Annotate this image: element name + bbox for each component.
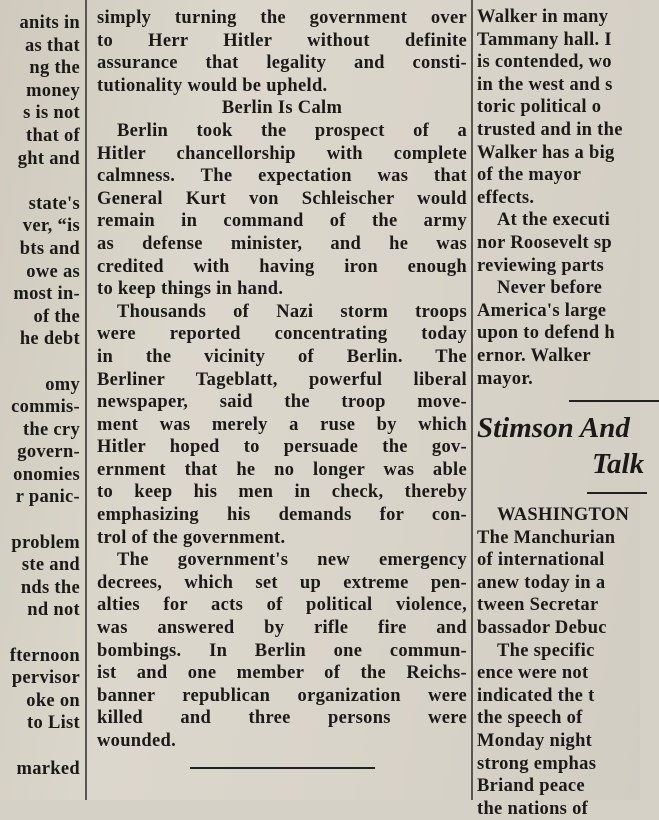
text-line: in the vicinity of Berlin. The	[97, 346, 467, 367]
text-line: At the executi	[497, 210, 611, 231]
text-line	[0, 735, 80, 758]
text-line: General Kurt von Schleischer would	[97, 188, 467, 209]
text-line: to List	[27, 713, 80, 734]
text-line: ist and one member of the Reichs-	[97, 663, 467, 684]
text-line	[0, 351, 80, 374]
text-line: marked	[16, 758, 80, 779]
text-line: The specific	[497, 640, 595, 661]
text-line: the speech of	[477, 708, 583, 729]
text-line: ment was merely a ruse by which	[97, 414, 467, 435]
text-line: oke on	[26, 690, 80, 711]
text-line: reviewing parts	[477, 255, 604, 276]
text-line: most in-	[13, 284, 80, 305]
text-line: bassador Debuc	[477, 618, 607, 639]
text-line: ght and	[17, 148, 80, 169]
text-line: pervisor	[11, 668, 80, 689]
text-line: was answered by rifle fire and	[97, 618, 467, 639]
column-rule-left	[85, 0, 87, 800]
text-line: The government's new emergency	[117, 550, 467, 571]
text-line: s is not	[23, 103, 80, 124]
text-line: alties for acts of political violence,	[97, 595, 467, 616]
text-line: in the west and s	[477, 74, 613, 95]
text-line	[0, 622, 80, 645]
text-line: Berliner Tageblatt, powerful liberal	[97, 369, 467, 390]
text-line: ernor. Walker	[477, 345, 591, 366]
text-line: tween Secretar	[477, 595, 599, 616]
text-line: Walker has a big	[477, 142, 615, 163]
headline-line: Stimson And	[477, 412, 630, 445]
divider-rule	[190, 767, 375, 769]
text-line: of the	[33, 306, 80, 327]
text-line: strong emphas	[477, 753, 597, 774]
text-line: that of	[26, 125, 80, 146]
text-line	[0, 170, 80, 193]
column-rule-right	[471, 0, 473, 800]
text-line: ste and	[21, 555, 80, 576]
text-line: as that	[24, 35, 80, 56]
text-line: commis-	[11, 397, 80, 418]
text-line: to Herr Hitler without definite	[97, 30, 467, 51]
text-line: of the mayor	[477, 165, 582, 186]
text-line: were reported concentrating today	[97, 324, 467, 345]
text-line: WASHINGTON	[497, 505, 630, 526]
text-line: he debt	[19, 329, 80, 350]
middle-column	[97, 0, 467, 807]
text-line: Walker in many	[477, 7, 609, 27]
text-line: ence were not	[477, 663, 589, 684]
text-line: indicated the t	[477, 685, 595, 706]
text-line: to keep things in hand.	[97, 279, 284, 300]
text-line: owe as	[26, 261, 80, 282]
text-line: the nations of	[477, 798, 589, 819]
text-line: Never before	[497, 278, 603, 299]
text-line: trol of the government.	[97, 527, 286, 548]
text-line: Berlin took the prospect of a	[117, 120, 467, 141]
text-line: Thousands of Nazi storm troops	[117, 301, 467, 322]
text-line: nds the	[20, 577, 80, 598]
text-line	[0, 509, 80, 532]
text-line: anits in	[19, 13, 80, 33]
text-line: calmness. The expectation was that	[97, 166, 467, 187]
text-line: remain in command of the army	[97, 211, 467, 232]
text-line: anew today in a	[477, 572, 606, 593]
text-line: decrees, which set up extreme pen-	[97, 572, 467, 593]
text-line: state's	[28, 193, 80, 214]
text-line: effects.	[477, 187, 535, 208]
text-line: nor Roosevelt sp	[477, 232, 612, 253]
text-line: toric political o	[477, 97, 602, 118]
text-line: The Manchurian	[477, 527, 616, 548]
text-line: as defense minister, and he was	[97, 233, 467, 254]
text-line: Monday night	[477, 731, 593, 752]
text-line: money	[26, 80, 80, 101]
text-line: killed and three persons were	[97, 708, 467, 729]
text-line: omy	[45, 374, 80, 395]
right-column	[477, 0, 645, 819]
text-line: bombings. In Berlin one commun-	[97, 640, 467, 661]
divider-rule	[587, 492, 647, 494]
left-column	[0, 0, 80, 812]
text-line: newspaper, said the troop move-	[97, 392, 467, 413]
text-line: govern-	[17, 442, 80, 463]
text-line: upon to defend h	[477, 323, 615, 344]
text-line: Hitler chancellorship with complete	[97, 143, 467, 164]
text-line: fternoon	[9, 645, 80, 666]
text-line: is contended, wo	[477, 52, 612, 73]
text-line: assurance that legality and consti-	[97, 53, 467, 74]
text-line: problem	[11, 532, 80, 553]
text-line: r panic-	[15, 487, 80, 508]
section-subheading: Berlin Is Calm	[221, 98, 343, 119]
text-line: the cry	[22, 419, 80, 440]
text-line: ver, “is	[22, 216, 80, 237]
text-line: nd not	[27, 600, 80, 621]
text-line: America's large	[477, 300, 607, 321]
text-line: Briand peace	[477, 776, 585, 797]
text-line: ng the	[29, 58, 80, 79]
text-line: wounded.	[97, 731, 177, 751]
text-line: emphasizing his demands for con-	[97, 505, 467, 526]
text-line: ernment that he no longer was able	[97, 459, 467, 480]
text-line: mayor.	[477, 368, 534, 389]
text-line: of international	[477, 550, 605, 571]
divider-rule	[569, 400, 659, 402]
text-line: onomies	[13, 464, 80, 485]
text-line: to keep his men in check, thereby	[97, 482, 467, 503]
text-line: credited with having iron enough	[97, 256, 467, 277]
text-line: tutionality would be upheld.	[97, 75, 328, 96]
text-line: trusted and in the	[477, 119, 623, 140]
headline-line: Talk	[592, 448, 645, 481]
text-line: banner republican organization were	[97, 685, 467, 706]
text-line: bts and	[19, 238, 80, 259]
text-line: Hitler hoped to persuade the gov-	[97, 437, 467, 458]
text-line: Tammany hall. I	[477, 29, 612, 50]
text-line: simply turning the government over	[97, 8, 467, 28]
